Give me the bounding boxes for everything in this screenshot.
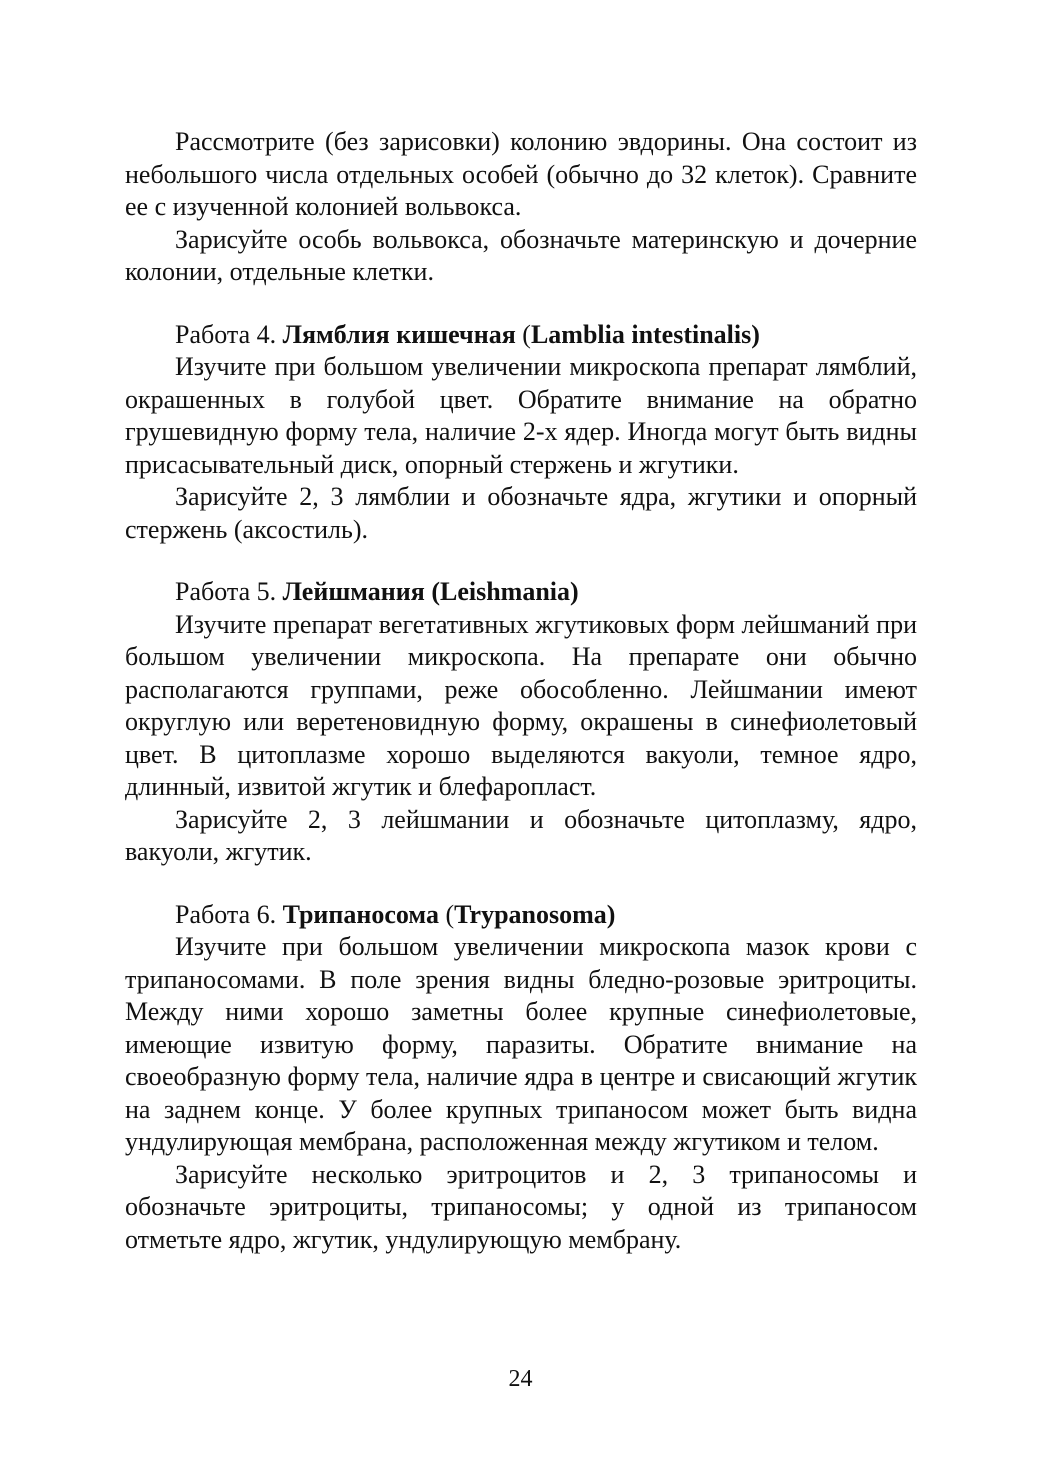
work4-paragraph-1: Изучите при большом увеличении микроскопа препарат лямблий, окрашенных в голубой цвет. Обратите внимание на обратно грушевидную форму тела, наличие 2-х ядер. Иногда могут быть видны присасывательный диск, опорный стержень и жгутики.	[125, 352, 917, 479]
intro-paragraph-1: Рассмотрите (без зарисовки) колонию эвдорины. Она состоит из небольшого числа отдельных особей (обычно до 32 клеток). Сравните ее с изученной колонией вольвокса.	[125, 127, 917, 221]
work6-title-lat: Trypanosoma)	[454, 899, 616, 929]
work5-title: Лейшмания (Leishmania)	[282, 577, 579, 606]
work4-prefix: Работа 4.	[175, 319, 283, 349]
work5-heading	[125, 576, 917, 609]
work6-prefix: Работа 6.	[175, 899, 283, 929]
work4-title-ru: Лямблия кишечная	[282, 319, 516, 349]
work5-paragraph-1: Изучите препарат вегетативных жгутиковых форм лейшманий при большом увеличении микроскопа. На препарате они обычно располагаются группами, реже обособленно. Лейшмании имеют округлую или веретеновидную форму, окрашены в синефиолетовый цвет. В цитоплазме хорошо выделяются вакуоли, темное ядро, длинный, извитой жгутик и блефаропласт.	[125, 609, 917, 801]
work5-paragraph-2: Зарисуйте 2, 3 лейшмании и обозначьте цитоплазму, ядро, вакуоли, жгутик.	[125, 804, 917, 866]
work6-paragraph-2: Зарисуйте несколько эритроцитов и 2, 3 трипаносомы и обозначьте эритроциты, трипаносомы; у одной из трипаносом отметьте ядро, жгутик, ундулирующую мембрану.	[125, 1159, 917, 1254]
work4-title-lat: Lamblia intestinalis)	[530, 319, 760, 349]
work4-open-paren: (	[515, 319, 531, 349]
page-number: 24	[508, 1366, 533, 1392]
work5-prefix: Работа 5.	[175, 577, 283, 606]
work4-heading	[125, 319, 917, 352]
work6-title-ru: Трипаносома	[282, 899, 439, 929]
work6-paragraph-1: Изучите при большом увеличении микроскопа мазок крови с трипаносомами. В поле зрения видны бледно-розовые эритроциты. Между ними хорошо заметны более крупные синефиолетовые, имеющие извитую форму, паразиты. Обратите внимание на своеобразную форму тела, наличие ядра в центре и свисающий жгутик на заднем конце. У более крупных трипаносом может быть видна ундулирующая мембрана, расположенная между жгутиком и телом.	[125, 932, 917, 1156]
intro-paragraph-2: Зарисуйте особь вольвокса, обозначьте материнскую и дочерние колонии, отдельные клетки.	[125, 224, 917, 286]
work4-paragraph-2: Зарисуйте 2, 3 лямблии и обозначьте ядра, жгутики и опорный стержень (аксостиль).	[125, 482, 917, 544]
work6-open-paren: (	[438, 899, 455, 929]
page-body	[125, 126, 917, 1256]
work6-heading	[125, 899, 917, 932]
